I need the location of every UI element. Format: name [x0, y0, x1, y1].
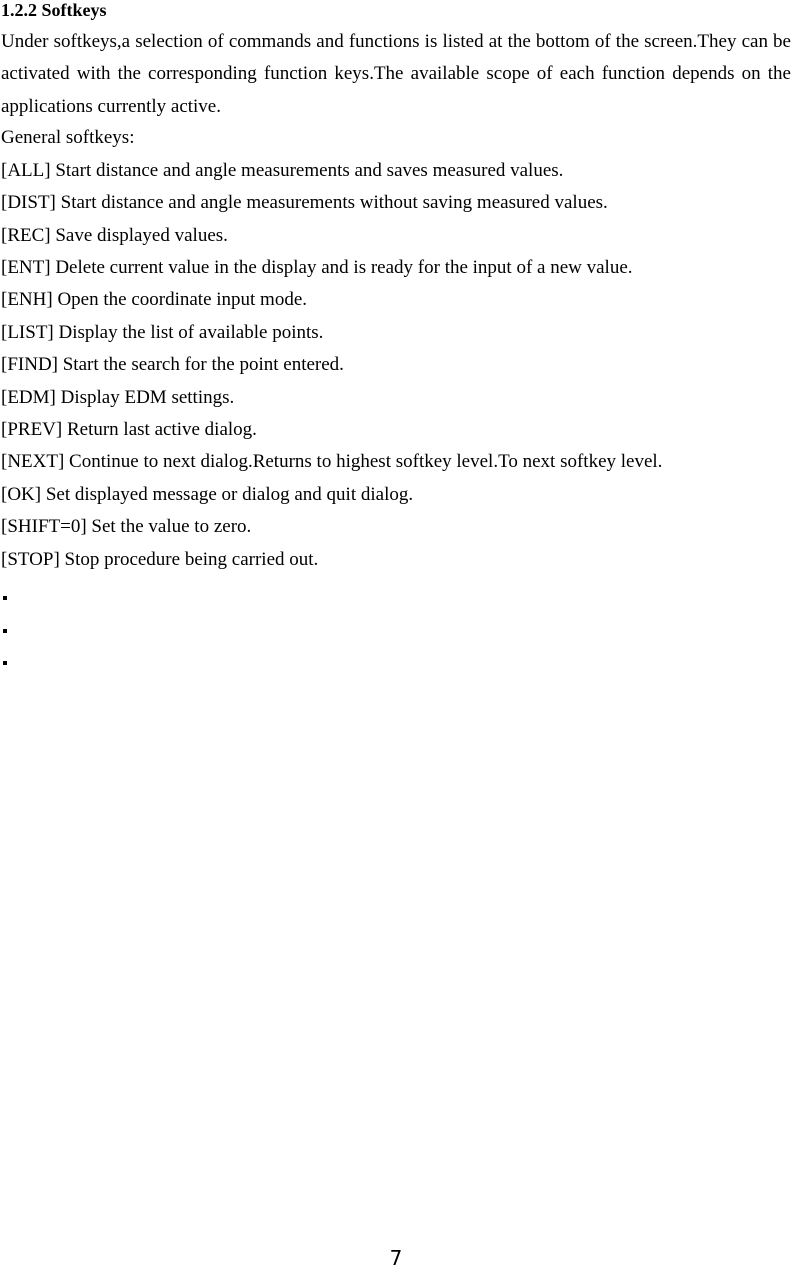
section-heading: 1.2.2 Softkeys	[1, 0, 107, 20]
softkey-item-find: [FIND] Start the search for the point entered.	[1, 354, 344, 375]
general-softkeys-label: General softkeys:	[1, 127, 135, 148]
softkey-item-ent: [ENT] Delete current value in the display and is ready for the input of a new value.	[1, 257, 633, 278]
ellipsis-dot	[3, 629, 7, 633]
softkey-item-all: [ALL] Start distance and angle measurements and saves measured values.	[1, 160, 564, 181]
page-number: 7	[389, 1246, 403, 1270]
softkey-item-dist: [DIST] Start distance and angle measurements without saving measured values.	[1, 192, 608, 213]
softkey-item-stop: [STOP] Stop procedure being carried out.	[1, 549, 319, 570]
ellipsis-dot	[3, 661, 7, 665]
softkey-item-enh: [ENH] Open the coordinate input mode.	[1, 289, 308, 310]
ellipsis-dot	[3, 596, 7, 600]
softkey-item-rec: [REC] Save displayed values.	[1, 225, 228, 246]
softkey-item-edm: [EDM] Display EDM settings.	[1, 387, 235, 408]
softkey-item-ok: [OK] Set displayed message or dialog and quit dialog.	[1, 484, 414, 505]
softkey-item-shift-zero: [SHIFT=0] Set the value to zero.	[1, 516, 252, 537]
softkey-item-next: [NEXT] Continue to next dialog.Returns to highest softkey level.To next softkey level.	[1, 451, 663, 472]
intro-paragraph: Under softkeys,a selection of commands and functions is listed at the bottom of the screen.They can be activated with the corresponding function keys.The available scope of each function depends on the applications currently active.	[1, 31, 791, 117]
softkey-item-prev: [PREV] Return last active dialog.	[1, 419, 257, 440]
softkey-item-list: [LIST] Display the list of available points.	[1, 322, 324, 343]
